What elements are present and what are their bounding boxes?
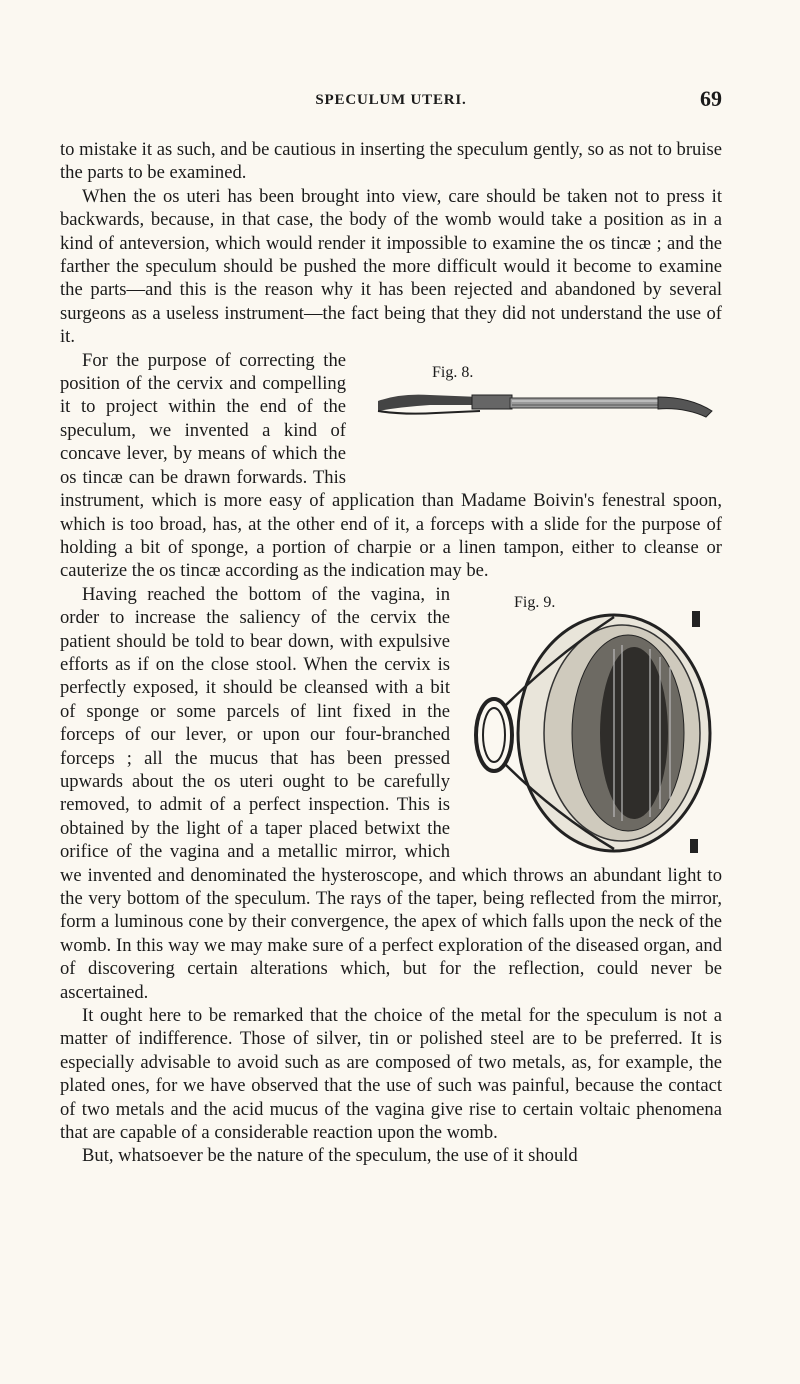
paragraph-6: But, whatsoever be the nature of the speculum, the use of it should — [82, 1145, 578, 1167]
hysteroscope-illustration — [464, 587, 722, 855]
concave-lever-illustration — [360, 355, 722, 467]
paragraph-2: When the os uteri has been brought into view, care should be taken not to press it backwards, because, in that case, the body of the womb would take a position as in a kind of anteversion, which would render it impossible to examine the os tincæ ; and the farther the speculum should be pushed the more difficult would it become to examine the parts—and this is the reason why it has been rejected and abandoned by several surgeons as a useless instrument—the fact being that they did not understand the use of it. — [60, 185, 722, 348]
paragraph-3: For the purpose of correcting the position of the cervix and compelling it to project within the end of the speculum, we invented a kind of concave lever, by means of which the os tincæ can be drawn forwards. This instrument, which is more easy of application than Madame Boivin's fenestral spoon, which is too broad, has, at the other end of it, a forceps with a slide for the purpose of holding a bit of sponge, a portion of charpie or a linen tampon, either to cleanse or cauterize the os tincæ according as the indication may be. — [60, 349, 722, 582]
figure-8-label: Fig. 8. — [432, 363, 474, 381]
figure-9-hysteroscope — [464, 587, 722, 855]
paragraph-4: Having reached the bottom of the vagina, in order to increase the saliency of the cervix the patient should be told to bear down, with expulsive efforts as if on the close stool. When the cervix is perfectly exposed, it should be cleansed with a bit of sponge or some parcels of lint fixed in the forceps of our lever, or upon our four-branched forceps ; all the mucus that has been pressed upwards about the os uteri ought to be carefully removed, to admit of a perfect inspection. This is obtained by the light of a taper placed betwixt the orifice of the vagina and a metallic mirror, which we invented and denominated the hysteroscope, and which throws an abundant light to the very bottom of the speculum. The rays of the taper, being reflected from the mirror, form a luminous cone by their convergence, the apex of which falls upon the neck of the womb. In this way we may make sure of a perfect exploration of the diseased organ, and of discovering certain alterations which, but for the reflection, could never be ascertained. — [60, 583, 722, 1003]
page-header — [60, 88, 722, 112]
paragraph-1: to mistake it as such, and be cautious in inserting the speculum gently, so as not to bruise the parts to be examined. — [60, 139, 722, 184]
figure-9-label: Fig. 9. — [514, 593, 556, 611]
paragraph-5: It ought here to be remarked that the choice of the metal for the speculum is not a matter of indifference. Those of silver, tin or polished steel are to be preferred. It is especially advisable to avoid such as are composed of two metals, as, for example, the plated ones, for we have observed that the use of such was painful, because the contact of two metals and the acid mucus of the vagina give rise to certain voltaic phenomena that are capable of a considerable reaction upon the womb. — [60, 1005, 722, 1144]
page-number: 69 — [700, 86, 722, 111]
running-title: SPECULUM UTERI. — [315, 92, 467, 108]
body-text — [60, 138, 722, 1168]
figure-8-lever — [360, 355, 722, 467]
